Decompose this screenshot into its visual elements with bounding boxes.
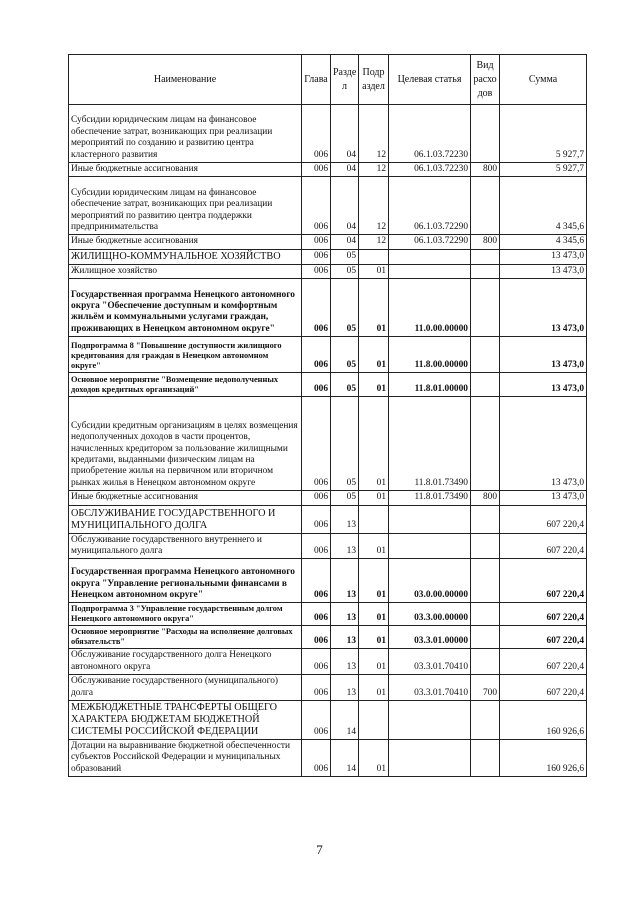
cell-sum: 13 473,0 [500, 279, 587, 337]
page-number: 7 [316, 842, 323, 857]
cell-chapter: 006 [302, 105, 331, 163]
header-type: Вид расхо дов [471, 55, 500, 105]
table-row [69, 264, 587, 278]
cell-sum: 607 220,4 [500, 603, 587, 626]
cell-target [389, 249, 471, 264]
table-row [69, 249, 587, 264]
table-row [69, 279, 587, 337]
cell-sum: 4 345,6 [500, 177, 587, 235]
cell-chapter: 006 [302, 533, 331, 559]
header-sum: Сумма [500, 55, 587, 105]
cell-name: Подпрограмма 3 "Управление государственным долгом Ненецкого автономного округа" [69, 603, 302, 626]
cell-section: 14 [331, 701, 359, 740]
cell-name: ОБСЛУЖИВАНИЕ ГОСУДАРСТВЕННОГО И МУНИЦИПАЛЬНОГО ДОЛГА [69, 505, 302, 533]
cell-chapter: 006 [302, 279, 331, 337]
cell-subsection: 12 [359, 105, 389, 163]
cell-section: 05 [331, 249, 359, 264]
cell-name: Субсидии кредитным организациям в целях возмещения недополученных доходов в части процентов, начисленных кредитором за пользование жилищными кредитами, выданными физическим лицам на приобретение жилья на первичном или вторичном рынках жилья в Ненецком автономном округе [69, 397, 302, 491]
cell-type [471, 279, 500, 337]
cell-type [471, 649, 500, 675]
cell-type [471, 249, 500, 264]
cell-subsection: 01 [359, 397, 389, 491]
table-body [69, 105, 587, 777]
cell-name: Государственная программа Ненецкого автономного округа "Управление региональными финансами в Ненецком автономном округе" [69, 559, 302, 603]
cell-section: 04 [331, 105, 359, 163]
cell-type: 800 [471, 163, 500, 177]
cell-target [389, 505, 471, 533]
header-chapter: Глава [302, 55, 331, 105]
cell-chapter: 006 [302, 559, 331, 603]
cell-section: 13 [331, 559, 359, 603]
cell-subsection: 01 [359, 559, 389, 603]
cell-name: Жилищное хозяйство [69, 264, 302, 278]
cell-chapter: 006 [302, 649, 331, 675]
cell-chapter: 006 [302, 505, 331, 533]
table-row [69, 163, 587, 177]
cell-subsection: 01 [359, 626, 389, 649]
table-row [69, 337, 587, 373]
cell-target [389, 701, 471, 740]
cell-target: 03.3.01.00000 [389, 626, 471, 649]
budget-table [68, 54, 587, 777]
cell-chapter: 006 [302, 397, 331, 491]
cell-section: 13 [331, 626, 359, 649]
cell-name: Обслуживание государственного внутреннего и муниципального долга [69, 533, 302, 559]
cell-sum: 13 473,0 [500, 491, 587, 505]
cell-section: 05 [331, 264, 359, 278]
cell-target [389, 533, 471, 559]
cell-sum: 5 927,7 [500, 163, 587, 177]
table-row [69, 491, 587, 505]
cell-sum: 160 926,6 [500, 740, 587, 777]
table-row [69, 740, 587, 777]
table-header-row [69, 55, 587, 105]
table-row [69, 649, 587, 675]
cell-subsection: 01 [359, 603, 389, 626]
cell-section: 14 [331, 740, 359, 777]
cell-name: Государственная программа Ненецкого автономного округа "Обеспечение доступным и комфортным жильём и коммунальными услугами граждан, проживающих в Ненецком автономном округе" [69, 279, 302, 337]
cell-target: 03.0.00.00000 [389, 559, 471, 603]
cell-subsection: 12 [359, 177, 389, 235]
header-subsection: Подр аздел [359, 55, 389, 105]
cell-type [471, 177, 500, 235]
cell-name: Основное мероприятие "Расходы на исполнение долговых обязательств" [69, 626, 302, 649]
cell-type [471, 533, 500, 559]
table-row [69, 675, 587, 701]
cell-type [471, 740, 500, 777]
cell-subsection: 01 [359, 373, 389, 397]
cell-chapter: 006 [302, 701, 331, 740]
cell-chapter: 006 [302, 163, 331, 177]
cell-name: Обслуживание государственного (муниципального) долга [69, 675, 302, 701]
cell-sum: 13 473,0 [500, 373, 587, 397]
cell-section: 13 [331, 649, 359, 675]
cell-target: 06.1.03.72230 [389, 105, 471, 163]
cell-subsection [359, 701, 389, 740]
cell-sum: 607 220,4 [500, 505, 587, 533]
cell-target: 06.1.03.72290 [389, 177, 471, 235]
cell-chapter: 006 [302, 249, 331, 264]
cell-type [471, 559, 500, 603]
cell-chapter: 006 [302, 264, 331, 278]
cell-name: Дотации на выравнивание бюджетной обеспеченности субъектов Российской Федерации и муниципальных образований [69, 740, 302, 777]
cell-type [471, 264, 500, 278]
cell-type [471, 397, 500, 491]
cell-name: Основное мероприятие "Возмещение недополученных доходов кредитных организаций" [69, 373, 302, 397]
cell-sum: 607 220,4 [500, 626, 587, 649]
cell-name: Субсидии юридическим лицам на финансовое обеспечение затрат, возникающих при реализации мероприятий по развитию центра поддержки предпринимательства [69, 177, 302, 235]
cell-target: 11.8.01.73490 [389, 397, 471, 491]
cell-chapter: 006 [302, 177, 331, 235]
cell-subsection: 01 [359, 649, 389, 675]
table-row [69, 397, 587, 491]
cell-target: 11.0.00.00000 [389, 279, 471, 337]
cell-name: МЕЖБЮДЖЕТНЫЕ ТРАНСФЕРТЫ ОБЩЕГО ХАРАКТЕРА БЮДЖЕТАМ БЮДЖЕТНОЙ СИСТЕМЫ РОССИЙСКОЙ ФЕДЕРАЦИИ [69, 701, 302, 740]
table-row [69, 105, 587, 163]
cell-target: 03.3.01.70410 [389, 675, 471, 701]
cell-chapter: 006 [302, 626, 331, 649]
cell-subsection: 01 [359, 279, 389, 337]
cell-type [471, 105, 500, 163]
cell-sum: 607 220,4 [500, 559, 587, 603]
cell-section: 05 [331, 373, 359, 397]
cell-chapter: 006 [302, 603, 331, 626]
cell-section: 05 [331, 279, 359, 337]
table-row [69, 235, 587, 249]
header-section: Разде л [331, 55, 359, 105]
cell-target: 11.8.00.00000 [389, 337, 471, 373]
cell-sum: 5 927,7 [500, 105, 587, 163]
cell-subsection: 01 [359, 337, 389, 373]
cell-type [471, 337, 500, 373]
cell-sum: 13 473,0 [500, 337, 587, 373]
cell-subsection: 01 [359, 675, 389, 701]
cell-name: Подпрограмма 8 "Повышение доступности жилищного кредитования для граждан в Ненецком автономном округе" [69, 337, 302, 373]
cell-subsection: 01 [359, 491, 389, 505]
cell-section: 04 [331, 177, 359, 235]
budget-table-sheet [68, 54, 586, 777]
cell-sum: 607 220,4 [500, 533, 587, 559]
cell-type [471, 603, 500, 626]
cell-name: Субсидии юридическим лицам на финансовое обеспечение затрат, возникающих при реализации мероприятий по созданию и развитию центра кластерного развития [69, 105, 302, 163]
cell-target: 03.3.01.70410 [389, 649, 471, 675]
cell-type: 800 [471, 235, 500, 249]
cell-target: 11.8.01.73490 [389, 491, 471, 505]
cell-chapter: 006 [302, 740, 331, 777]
cell-name: Иные бюджетные ассигнования [69, 163, 302, 177]
cell-chapter: 006 [302, 675, 331, 701]
cell-subsection: 01 [359, 264, 389, 278]
cell-target [389, 740, 471, 777]
cell-section: 13 [331, 505, 359, 533]
table-row [69, 603, 587, 626]
cell-name: Иные бюджетные ассигнования [69, 235, 302, 249]
cell-type: 700 [471, 675, 500, 701]
cell-sum: 4 345,6 [500, 235, 587, 249]
cell-subsection: 01 [359, 740, 389, 777]
cell-type [471, 701, 500, 740]
cell-sum: 13 473,0 [500, 397, 587, 491]
cell-type [471, 373, 500, 397]
cell-section: 05 [331, 337, 359, 373]
cell-target: 06.1.03.72290 [389, 235, 471, 249]
cell-target: 06.1.03.72230 [389, 163, 471, 177]
cell-name: Иные бюджетные ассигнования [69, 491, 302, 505]
cell-target [389, 264, 471, 278]
table-row [69, 177, 587, 235]
cell-chapter: 006 [302, 373, 331, 397]
cell-section: 13 [331, 603, 359, 626]
cell-section: 04 [331, 163, 359, 177]
cell-target: 11.8.01.00000 [389, 373, 471, 397]
cell-type: 800 [471, 491, 500, 505]
cell-subsection: 01 [359, 533, 389, 559]
cell-sum: 607 220,4 [500, 675, 587, 701]
cell-chapter: 006 [302, 235, 331, 249]
cell-section: 05 [331, 491, 359, 505]
table-row [69, 505, 587, 533]
table-row [69, 373, 587, 397]
cell-name: Обслуживание государственного долга Ненецкого автономного округа [69, 649, 302, 675]
cell-subsection: 12 [359, 235, 389, 249]
cell-target: 03.3.00.00000 [389, 603, 471, 626]
cell-section: 04 [331, 235, 359, 249]
table-row [69, 701, 587, 740]
cell-sum: 13 473,0 [500, 264, 587, 278]
header-target: Целевая статья [389, 55, 471, 105]
cell-subsection [359, 249, 389, 264]
cell-section: 13 [331, 675, 359, 701]
cell-sum: 13 473,0 [500, 249, 587, 264]
cell-chapter: 006 [302, 337, 331, 373]
cell-subsection [359, 505, 389, 533]
cell-sum: 607 220,4 [500, 649, 587, 675]
table-row [69, 559, 587, 603]
table-row [69, 533, 587, 559]
cell-sum: 160 926,6 [500, 701, 587, 740]
cell-subsection: 12 [359, 163, 389, 177]
cell-section: 05 [331, 397, 359, 491]
cell-name: ЖИЛИЩНО-КОММУНАЛЬНОЕ ХОЗЯЙСТВО [69, 249, 302, 264]
cell-type [471, 505, 500, 533]
table-row [69, 626, 587, 649]
cell-chapter: 006 [302, 491, 331, 505]
cell-section: 13 [331, 533, 359, 559]
cell-type [471, 626, 500, 649]
header-name: Наименование [69, 55, 302, 105]
